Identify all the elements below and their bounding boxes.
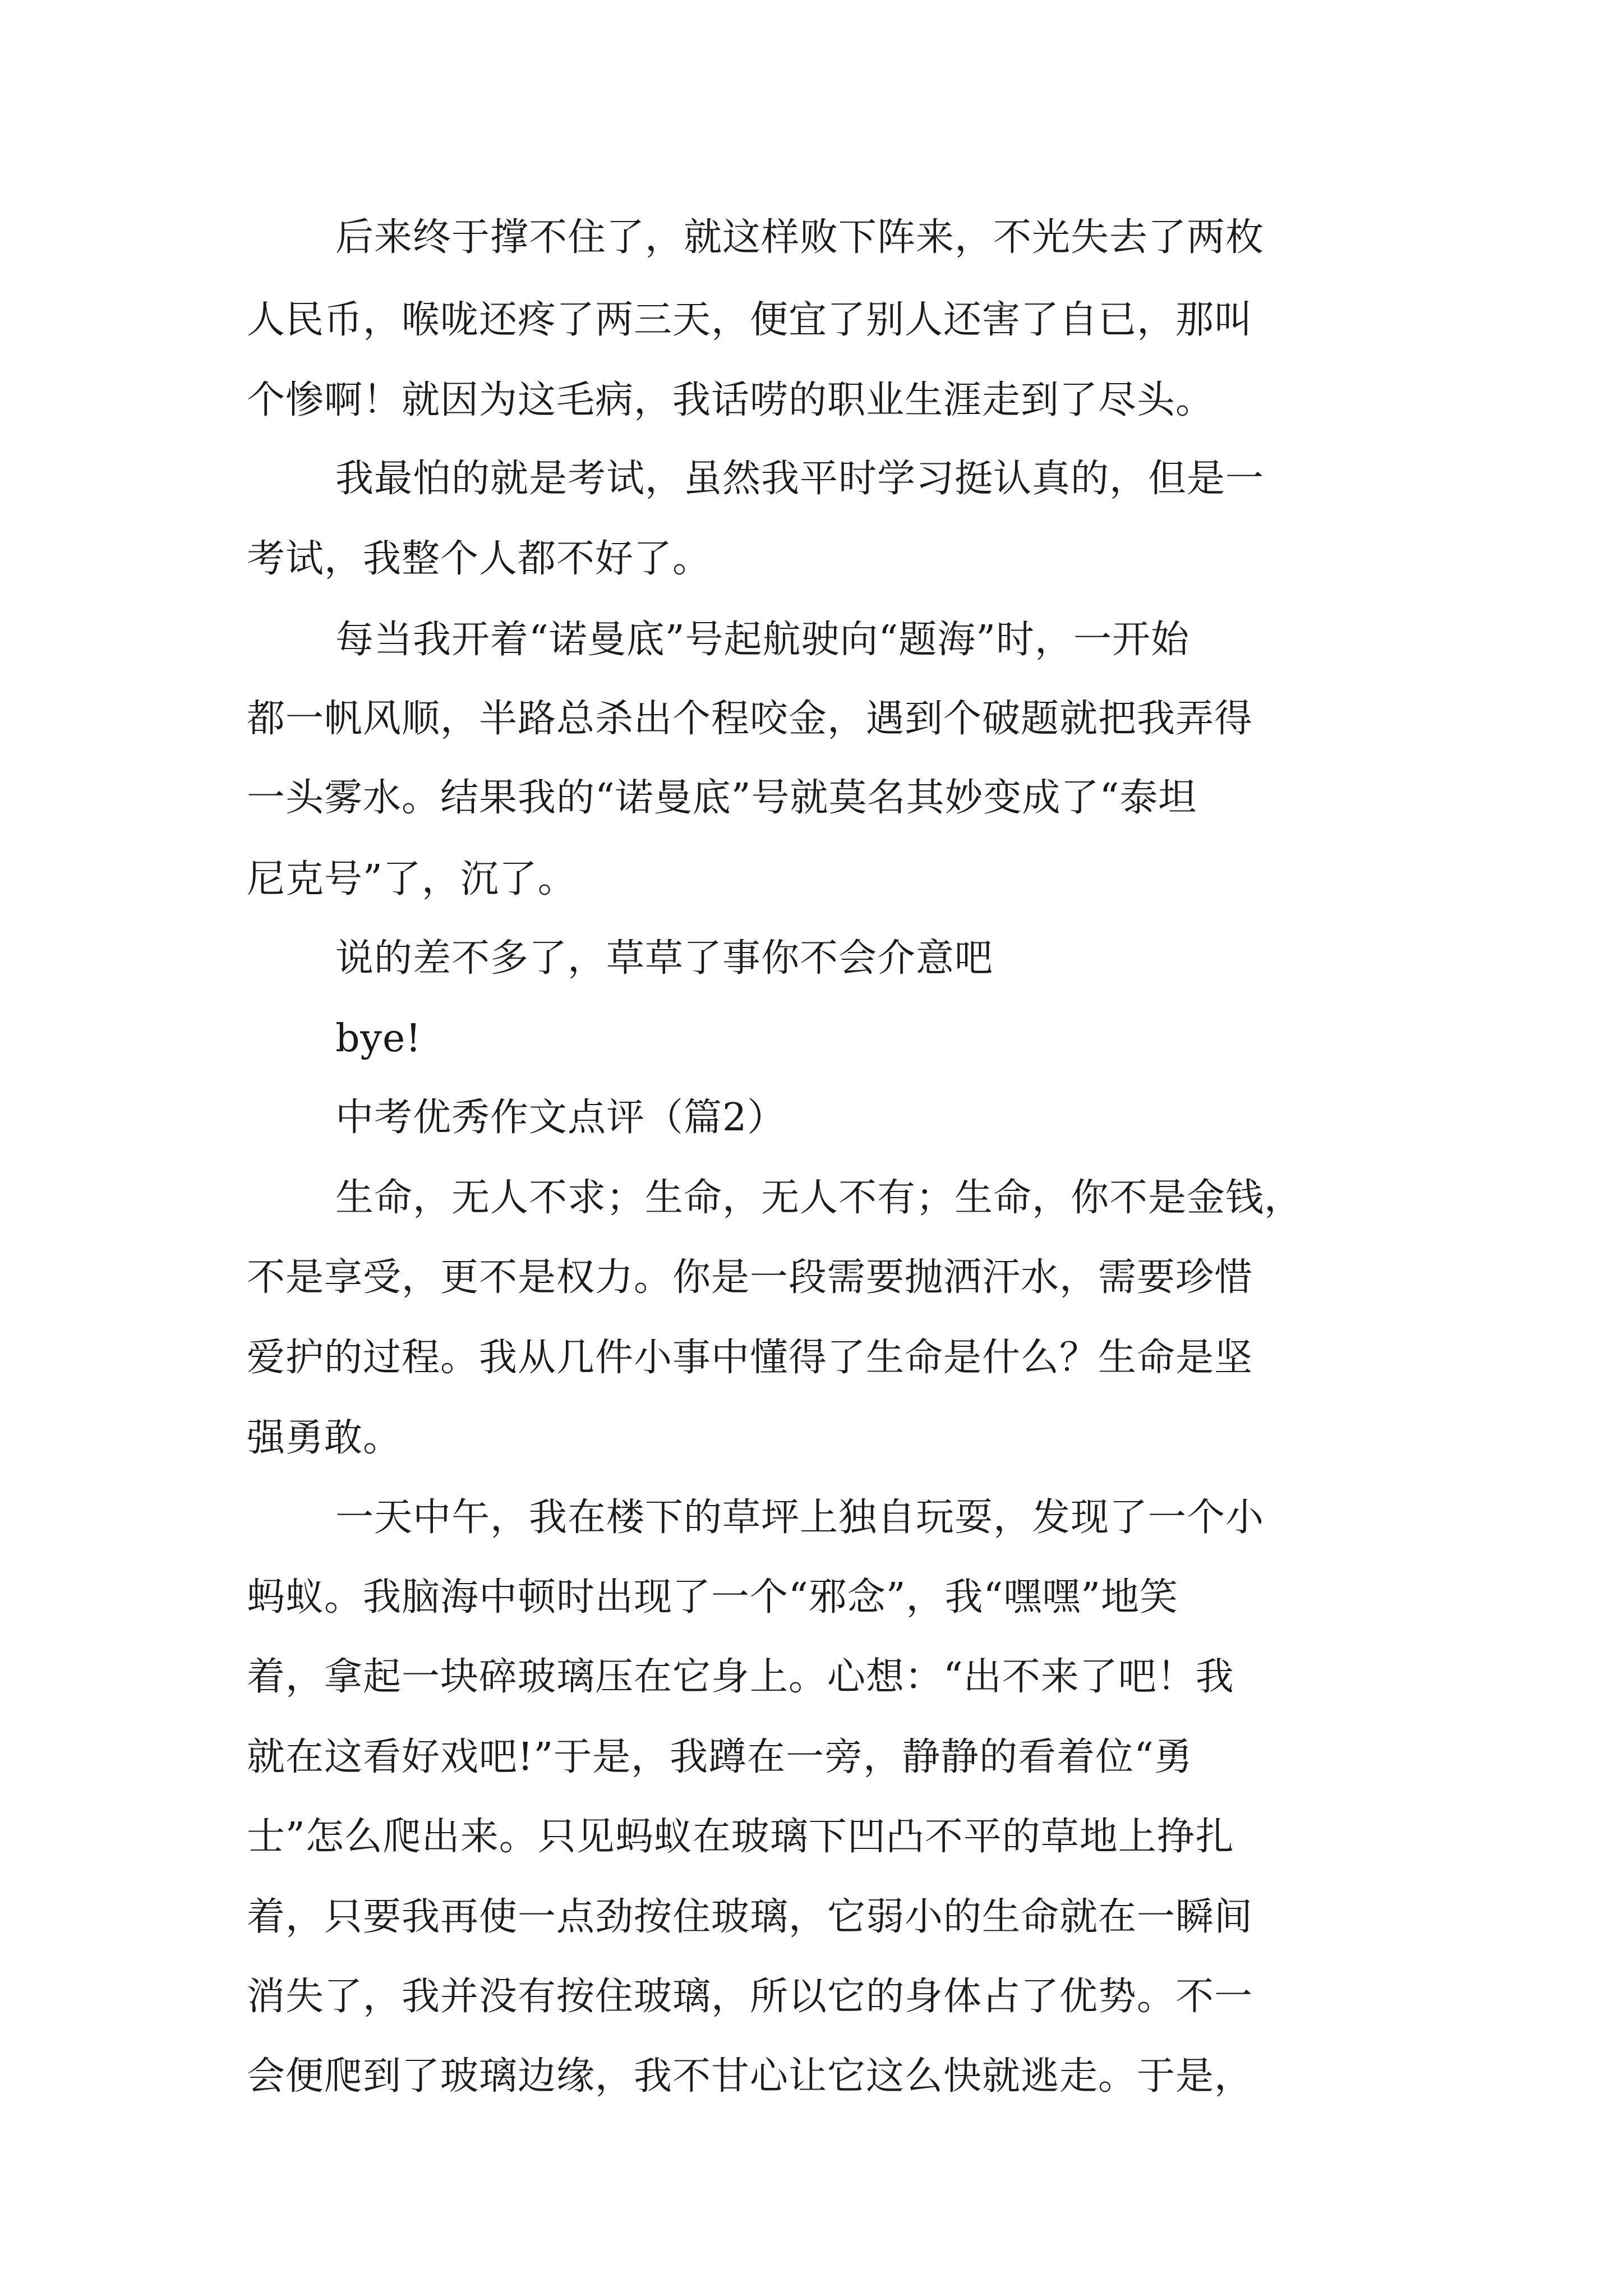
text-line: 一头雾水。结果我的“诺曼底”号就莫名其妙变成了“泰坦 xyxy=(247,776,1197,820)
text-line: 就在这看好戏吧!”于是，我蹲在一旁，静静的看着位“勇 xyxy=(247,1735,1193,1779)
section-heading: 中考优秀作文点评（篇2） xyxy=(335,1096,786,1140)
text-line: 会便爬到了玻璃边缘，我不甘心让它这么快就逃走。于是， xyxy=(247,2054,1253,2099)
text-line: 尼克号”了，沉了。 xyxy=(247,857,577,901)
text-line: 消失了，我并没有按住玻璃，所以它的身体占了优势。不一 xyxy=(247,1975,1253,2019)
text-line: 我最怕的就是考试，虽然我平时学习挺认真的，但是一 xyxy=(335,457,1265,501)
text-line: 个惨啊！就因为这毛病，我话唠的职业生涯走到了尽头。 xyxy=(247,378,1215,422)
text-line: 强勇敢。 xyxy=(247,1416,402,1460)
text-line: 爱护的过程。我从几件小事中懂得了生命是什么？生命是坚 xyxy=(247,1336,1253,1380)
text-line: 着，拿起一块碎玻璃压在它身上。心想：“出不来了吧！我 xyxy=(247,1655,1234,1699)
text-line: bye! xyxy=(335,1016,422,1061)
text-line: 着，只要我再使一点劲按住玻璃，它弱小的生命就在一瞬间 xyxy=(247,1895,1253,1939)
text-line: 每当我开着“诺曼底”号起航驶向“题海”时，一开始 xyxy=(335,618,1190,662)
text-line: 后来终于撑不住了，就这样败下阵来，不光失去了两枚 xyxy=(335,215,1265,260)
text-line: 不是享受，更不是权力。你是一段需要抛洒汗水，需要珍惜 xyxy=(247,1255,1253,1300)
text-line: 一天中午，我在楼下的草坪上独自玩耍，发现了一个小 xyxy=(335,1496,1265,1540)
text-line: 都一帆风顺，半路总杀出个程咬金，遇到个破题就把我弄得 xyxy=(247,697,1253,741)
text-line: 考试，我整个人都不好了。 xyxy=(247,537,712,581)
text-line: 说的差不多了，草草了事你不会介意吧 xyxy=(335,936,994,981)
text-line: 士”怎么爬出来。只见蚂蚁在玻璃下凹凸不平的草地上挣扎 xyxy=(247,1815,1234,1859)
text-line: 生命，无人不求；生命，无人不有；生命，你不是金钱， xyxy=(335,1176,1303,1220)
text-line: 蚂蚁。我脑海中顿时出现了一个“邪念”，我“嘿嘿”地笑 xyxy=(247,1575,1179,1619)
text-line: 人民币，喉咙还疼了两三天，便宜了别人还害了自已，那叫 xyxy=(247,298,1253,342)
